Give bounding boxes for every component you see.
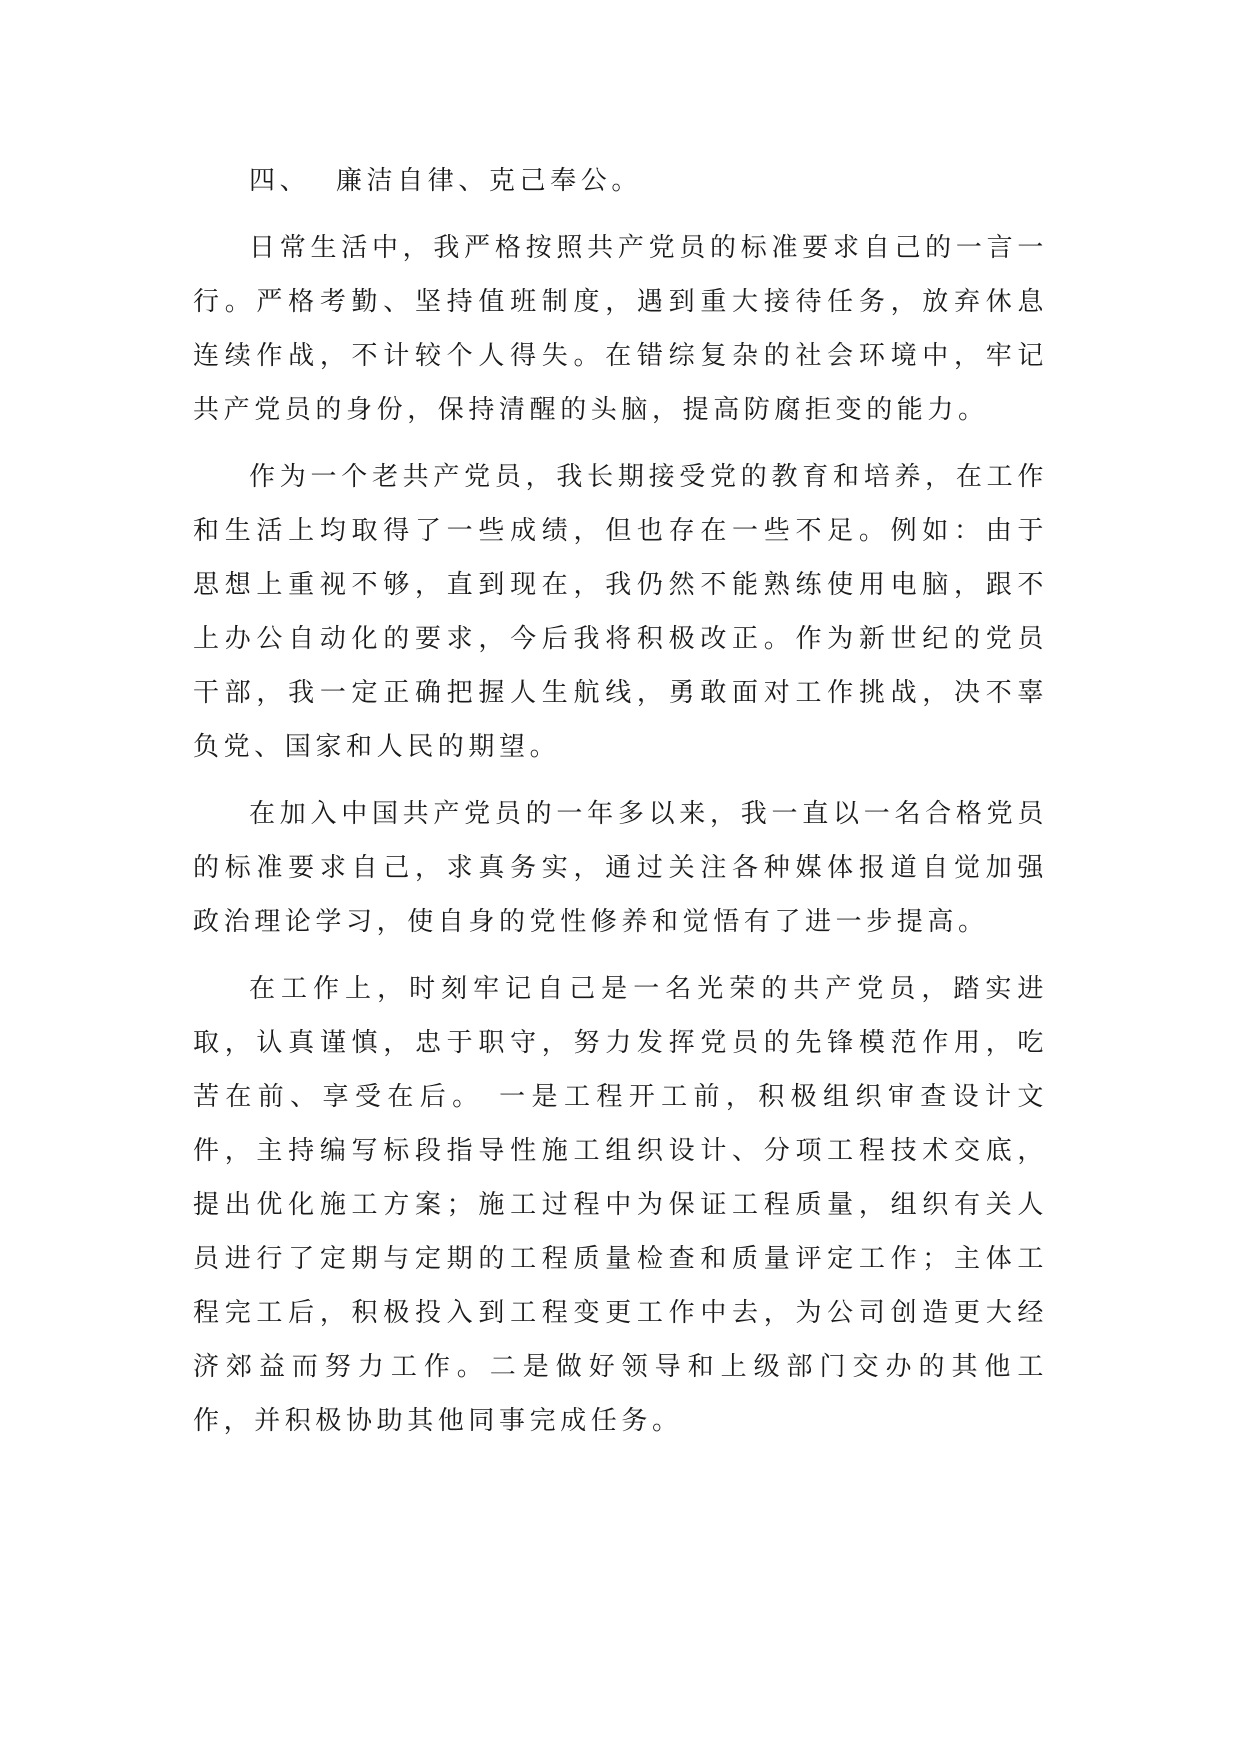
section-heading: 四、 廉洁自律、克己奉公。 xyxy=(249,166,642,196)
paragraph-party-membership: 在加入中国共产党员的一年多以来，我一直以一名合格党员的标准要求自己，求真务实，通过关注各种媒体报道自觉加强政治理论学习，使自身的党性修养和觉悟有了进一步提高。 xyxy=(193,799,1048,937)
paragraph-self-assessment: 作为一个老共产党员，我长期接受党的教育和培养，在工作和生活上均取得了一些成绩，但也存在一些不足。例如：由于思想上重视不够，直到现在，我仍然不能熟练使用电脑，跟不上办公自动化的要求，今后我将积极改正。作为新世纪的党员干部，我一定正确把握人生航线，勇敢面对工作挑战，决不辜负党、国家和人民的期望。 xyxy=(193,462,1048,762)
document-body xyxy=(193,154,1048,1461)
paragraph-work: 在工作上，时刻牢记自己是一名光荣的共产党员，踏实进取，认真谨慎，忠于职守，努力发挥党员的先锋模范作用，吃苦在前、享受在后。 一是工程开工前，积极组织审查设计文件，主持编写标段指导性施工组织设计、分项工程技术交底，提出优化施工方案；施工过程中为保证工程质量，组织有关人员进行了定期与定期的工程质量检查和质量评定工作；主体工程完工后，积极投入到工程变更工作中去，为公司创造更大经济郊益而努力工作。二是做好领导和上级部门交办的其他工作，并积极协助其他同事完成任务。 xyxy=(193,974,1048,1436)
paragraph-daily-life: 日常生活中，我严格按照共产党员的标准要求自己的一言一行。严格考勤、坚持值班制度，遇到重大接待任务，放弃休息连续作战，不计较个人得失。在错综复杂的社会环境中，牢记共产党员的身份，保持清醒的头脑，提高防腐拒变的能力。 xyxy=(193,233,1048,425)
